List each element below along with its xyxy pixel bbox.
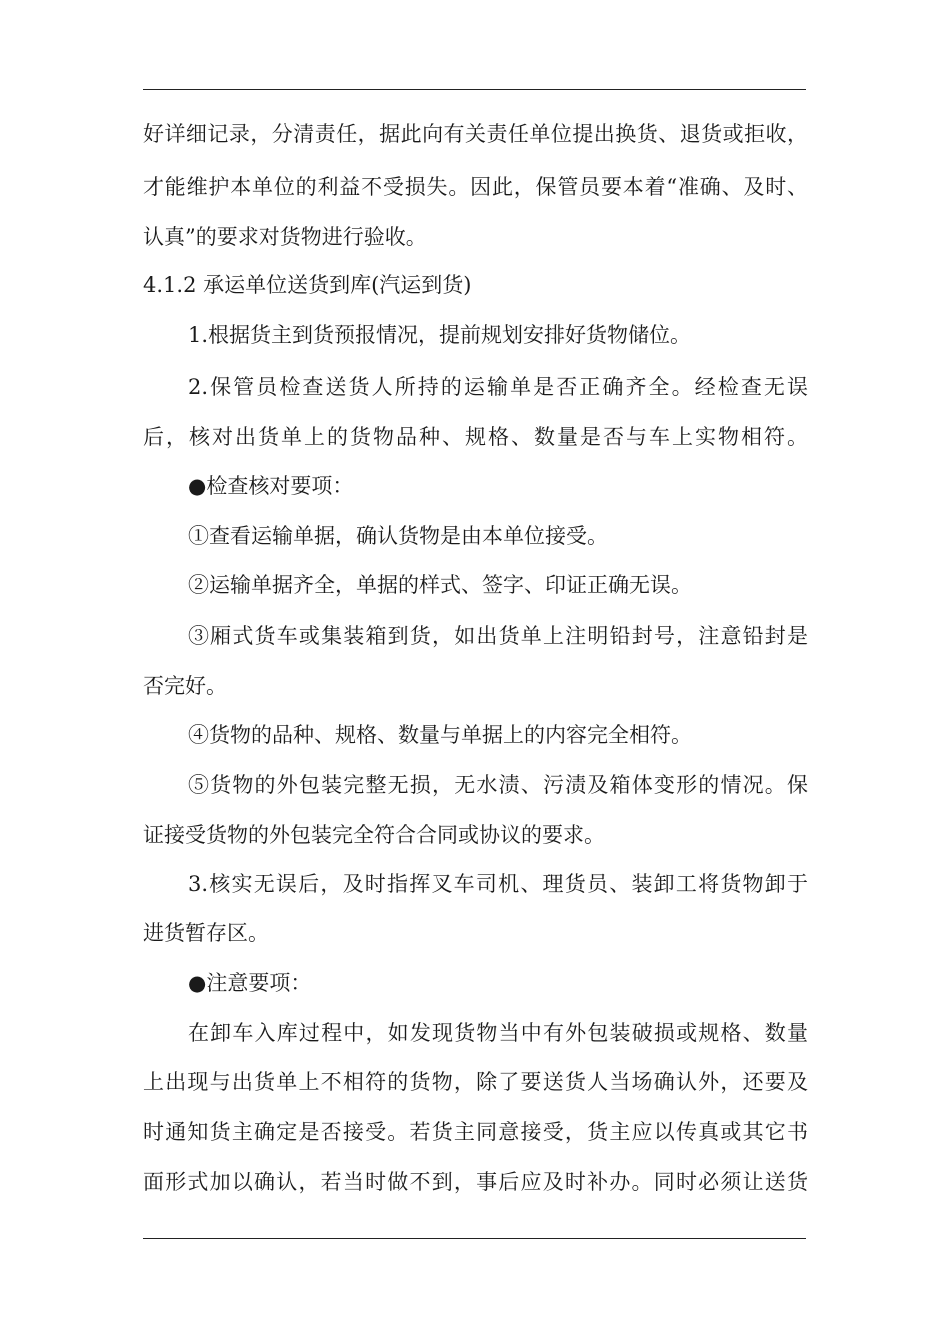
header-rule	[143, 89, 806, 90]
list-item: 2.保管员检查送货人所持的运输单是否正确齐全。经检查无误	[188, 375, 808, 399]
paragraph-line: 好详细记录，分清责任，据此向有关责任单位提出换货、退货或拒收，	[143, 122, 808, 146]
paragraph-line: 才能维护本单位的利益不受损失。因此，保管员要本着“准确、及时、	[143, 175, 808, 199]
list-item: ③厢式货车或集装箱到货，如出货单上注明铅封号，注意铅封是	[188, 624, 808, 648]
paragraph-line: 时通知货主确定是否接受。若货主同意接受，货主应以传真或其它书	[143, 1120, 808, 1144]
list-item: ⑤货物的外包装完整无损，无水渍、污渍及箱体变形的情况。保	[188, 773, 808, 797]
list-item: 3.核实无误后，及时指挥叉车司机、理货员、装卸工将货物卸于	[188, 872, 808, 896]
paragraph-line: 证接受货物的外包装完全符合合同或协议的要求。	[143, 823, 605, 847]
list-item: ②运输单据齐全，单据的样式、签字、印证正确无误。	[188, 573, 692, 597]
list-item: 1.根据货主到货预报情况，提前规划安排好货物储位。	[188, 323, 692, 347]
list-item: ①查看运输单据，确认货物是由本单位接受。	[188, 524, 608, 548]
list-item: ④货物的品种、规格、数量与单据上的内容完全相符。	[188, 723, 692, 747]
paragraph-line: 否完好。	[143, 674, 227, 698]
subheading: ●注意要项：	[188, 971, 312, 995]
paragraph-line: 面形式加以确认，若当时做不到，事后应及时补办。同时必须让送货	[143, 1170, 808, 1194]
section-heading: 4.1.2 承运单位送货到库(汽运到货)	[143, 273, 472, 297]
paragraph-line: 上出现与出货单上不相符的货物，除了要送货人当场确认外，还要及	[143, 1070, 808, 1094]
paragraph-line: 进货暂存区。	[143, 921, 269, 945]
footer-rule	[143, 1238, 806, 1239]
subheading: ●检查核对要项：	[188, 474, 354, 498]
paragraph-line: 后，核对出货单上的货物品种、规格、数量是否与车上实物相符。	[143, 425, 808, 449]
paragraph-line: 认真”的要求对货物进行验收。	[143, 225, 427, 249]
paragraph-line: 在卸车入库过程中，如发现货物当中有外包装破损或规格、数量	[188, 1021, 808, 1045]
